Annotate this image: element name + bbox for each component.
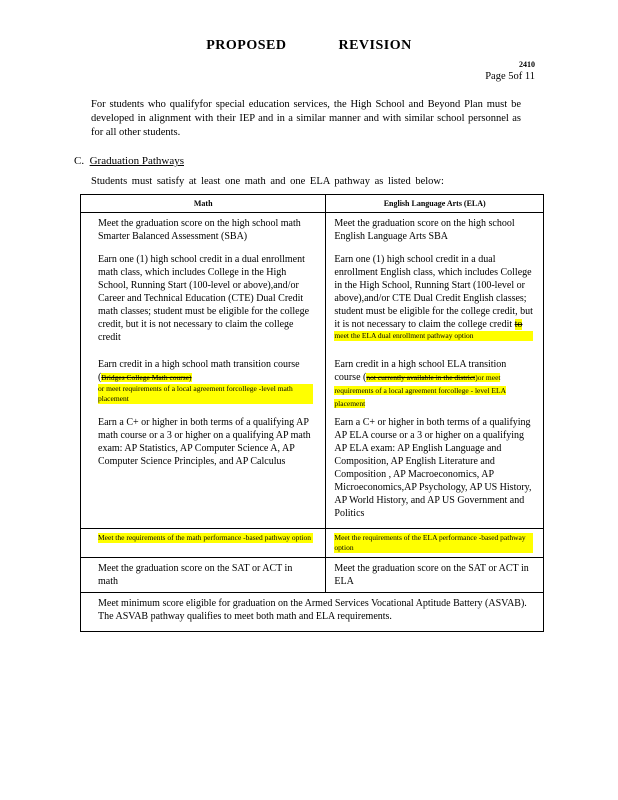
table-header-row (81, 195, 544, 213)
cell-transition-math (98, 358, 313, 404)
cell-ap-math: Earn a C+ or higher in both terms of a qualifying AP math course or a 3 or higher on a qualifying AP math exam: AP Statistics, AP Computer Science A, AP Computer Science Principles, and AP Calculus (98, 417, 311, 467)
table-row-asvab (81, 593, 544, 632)
policy-number: 2410 (519, 60, 535, 69)
trans-math-deleted: Bridges College Math course) (101, 373, 192, 382)
trans-ela-text: Earn credit in a high school ELA transition course ( (334, 359, 507, 383)
cell-asvab: Meet minimum score eligible for graduation on the Armed Services Vocational Aptitude Battery (ASVAB). The ASVAB pathway qualifies to meet both math and ELA requirements. (81, 593, 544, 632)
intro-paragraph: For students who qualifyfor special education services, the High School and Beyond Plan must be developed in alignment with their IEP and in a similar manner and with similar school personnel as for all other students. (91, 99, 521, 138)
cell-sat-math: Meet the graduation score on the SAT or ACT in math (98, 563, 293, 587)
section-heading (74, 155, 184, 167)
title-word-revision: REVISION (338, 38, 412, 53)
table-row-sba (81, 213, 544, 244)
column-header-math: Math (81, 195, 326, 213)
trans-math-added: or meet requirements of a local agreement forcollege -level math placement (98, 384, 313, 404)
dual-ela-deleted: to (514, 319, 523, 330)
page-number: Page 5of 11 (485, 71, 535, 82)
cell-sba-math: Meet the graduation score on the high school math Smarter Balanced Assessment (SBA) (98, 218, 301, 242)
table-row-dual (81, 243, 544, 344)
lead-sentence: Students must satisfy at least one math and one ELA pathway as listed below: (91, 176, 444, 187)
cell-dual-math: Earn one (1) high school credit in a dual enrollment math class, which includes College in the High School, Running Start (100-level or above),and/or Career and Technical Education (CTE) Dual Credit math classes; student must be eligible for the college credit, but it is not necessary to claim the college credit (98, 254, 310, 343)
cell-ap-ela: Earn a C+ or higher in both terms of a qualifying AP ELA course or a 3 or higher on a qualifying AP ELA exam: AP English Language and Composition, AP English Literature and Composition , AP Macroeconomics, AP Microeconomics,AP Psychology, AP US History, AP World History, and AP US Government and Politics (334, 417, 532, 519)
dual-ela-added: meet the ELA dual enrollment pathway option (334, 331, 533, 341)
dual-ela-text: Earn one (1) high school credit in a dual enrollment English class, which includes College in the High School, Running Start (100-level or above),and/or CTE Dual Credit English classes; student must be eligible for the college credit, but it is not necessary to claim the college credit (334, 254, 533, 330)
cell-performance-ela: Meet the requirements of the ELA performance -based pathway option (334, 533, 533, 553)
table-row-performance (81, 529, 544, 558)
cell-transition-ela (334, 358, 533, 410)
column-header-ela: English Language Arts (ELA) (326, 195, 544, 213)
cell-sat-ela: Meet the graduation score on the SAT or ACT in ELA (334, 563, 529, 587)
cell-dual-ela (334, 253, 533, 341)
trans-math-text: Earn credit in a high school math transition course ( (98, 359, 300, 383)
cell-sba-ela: Meet the graduation score on the high school English Language Arts SBA (334, 218, 515, 242)
cell-performance-math: Meet the requirements of the math performance -based pathway option (98, 533, 313, 543)
section-letter: C. (74, 155, 85, 167)
trans-ela-deleted: not currently available in the district (366, 373, 476, 382)
table-row-transition (81, 344, 544, 410)
document-title (0, 38, 618, 54)
table-row-ap (81, 410, 544, 529)
section-title: Graduation Pathways (89, 155, 184, 167)
title-word-proposed: PROPOSED (206, 38, 287, 53)
pathways-table (80, 194, 544, 632)
trans-ela-mid: ) (475, 373, 478, 382)
trans-ela-added: or meet requirements of a local agreement forcollege - level ELA placement (334, 373, 506, 408)
table-row-sat (81, 558, 544, 593)
